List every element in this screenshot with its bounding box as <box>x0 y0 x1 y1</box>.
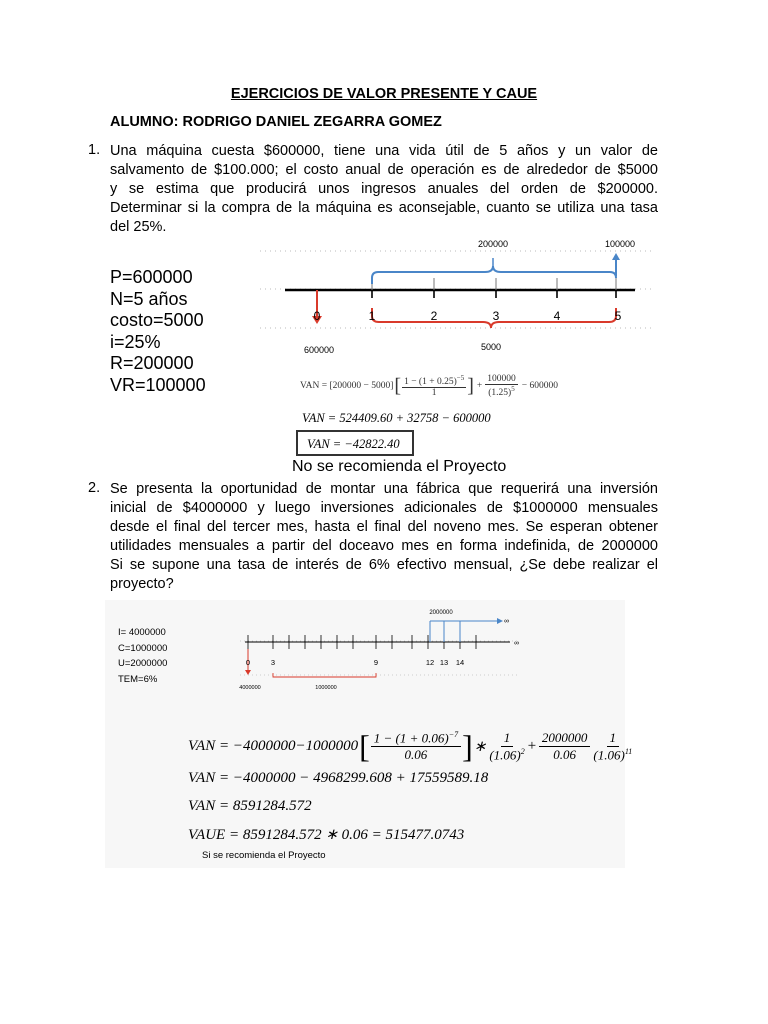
eq-lhs: VAN = [200000 − 5000] <box>300 381 394 392</box>
problem-2-text <box>110 480 658 594</box>
problem-1-line: del 25%. <box>110 219 167 235</box>
investment-arrowhead <box>245 670 251 675</box>
eq-fraction-2: 1 $(1.06)^2$ <box>489 729 525 763</box>
tick-label: 0 <box>313 309 321 323</box>
problem-2-conclusion: Si se recomienda el Proyecto <box>202 850 326 861</box>
tick-label: 13 <box>439 658 449 667</box>
eq-frac-den: 1 <box>431 388 437 399</box>
eq-fraction: $1 - (1 + 0.06)^{-7}$ 0.06 <box>371 730 461 763</box>
cost-label: 5000 <box>480 342 502 352</box>
problem-1-cashflow-diagram <box>255 236 660 360</box>
tick-label: 0 <box>245 658 251 667</box>
tick-label: 2 <box>430 309 438 323</box>
given-i: I= 4000000 <box>118 627 166 638</box>
tick-label: 3 <box>492 309 500 323</box>
given-p: P=600000 <box>110 267 193 287</box>
problem-2-line: desde el final del tercer mes, hasta el final del noveno mes. Se esperan obtener <box>110 519 658 535</box>
infinity-label: ∞ <box>514 640 519 647</box>
income-label: 2000000 <box>429 610 453 616</box>
given-tem: TEM=6% <box>118 673 158 685</box>
infinity-label: ∞ <box>504 618 509 625</box>
eq-fraction: $1 - (1 + 0.25)^{-5}$ 1 <box>404 374 465 399</box>
problem-1-line: y se estima que producirá unos ingresos anuales del orden de $200000. <box>110 181 658 197</box>
income-label: 200000 <box>477 239 509 249</box>
problem-2-line: Si se supone una tasa de interés de 6% efectivo mensual, ¿Se debe realizar el <box>110 557 658 573</box>
given-r: R=200000 <box>110 353 194 373</box>
problem-1-line: Determinar si la compra de la máquina es aconsejable, cuanto se utiliza una tasa <box>110 200 658 216</box>
income-arrowhead <box>497 618 503 624</box>
problem-1-result-box <box>296 430 414 456</box>
cost-label: 1000000 <box>315 685 337 691</box>
given-vr: VR=100000 <box>110 374 206 395</box>
income-brace <box>372 266 616 284</box>
problem-1-line: salvamento de $100.000; el costo anual de operación es de alrededor de $5000 <box>110 162 658 178</box>
investment-label: 4000000 <box>239 685 261 691</box>
problem-2-line: Se presenta la oportunidad de montar una fábrica que requerirá una inversión <box>110 481 658 497</box>
problem-2-equation-4: VAUE = 8591284.572 ∗ 0.06 = 515477.0743 <box>188 827 465 843</box>
problem-1-number: 1. <box>88 142 101 158</box>
tick-label: 5 <box>614 309 622 323</box>
given-cost: costo=5000 <box>110 310 204 330</box>
problem-2-given <box>118 625 167 687</box>
eq-fraction-2: $\frac{100000}{(1.25)^5}$ <box>487 374 516 399</box>
tick-label: 14 <box>455 658 465 667</box>
problem-2-equation-3: VAN = 8591284.572 <box>188 798 312 814</box>
eq-frac-num: 1 − (1 + 0.25) <box>404 377 457 388</box>
eq-fraction-3: $\frac{2000000}{0.06}$ <box>539 730 591 763</box>
tick-label: 4 <box>553 309 561 323</box>
eq-fraction-4: 1 $(1.06)^{11}$ <box>593 729 633 763</box>
problem-1-text <box>110 142 658 237</box>
problem-2-line: proyecto? <box>110 576 174 592</box>
tick-label: 12 <box>425 658 435 667</box>
tick-label: 3 <box>270 658 276 667</box>
salvage-label: 100000 <box>604 239 636 249</box>
tick-label: 1 <box>368 309 376 323</box>
problem-1-equation-1: VAN = [200000 − 5000] [ $1 - (1 + 0.25)^{-5}$ 1 ] + $\frac{100000}{(1.25)^5}$ − 600000 <box>300 374 558 399</box>
problem-2-equation-1: VAN = −4000000−1000000 [ $1 - (1 + 0.06)^{-7}$ 0.06 ] ∗ 1 $(1.06)^2$ + $\frac{2000000}{0.06}$ 1 $(1.06)^{11}$ <box>188 728 633 764</box>
given-c: C=1000000 <box>118 642 168 654</box>
student-name: ALUMNO: RODRIGO DANIEL ZEGARRA GOMEZ <box>110 114 442 130</box>
given-n: N=5 años <box>110 288 188 309</box>
problem-1-given <box>110 267 206 396</box>
tick-label: 9 <box>373 658 379 667</box>
problem-2-cashflow-diagram <box>225 605 525 695</box>
salvage-arrowhead <box>612 253 620 260</box>
problem-2-line: utilidades mensuales a partir del doceavo mes en forma indefinida, de 2000000 <box>110 538 658 554</box>
problem-1-result: VAN = −42822.40 <box>307 437 400 451</box>
given-rate: i=25% <box>110 331 161 352</box>
investment-label: 600000 <box>303 345 335 355</box>
problem-1-conclusion: No se recomienda el Proyecto <box>292 458 507 475</box>
given-u: U=2000000 <box>118 658 168 669</box>
problem-2-equation-2: VAN = −4000000 − 4968299.608 + 17559589.18 <box>188 770 489 786</box>
eq-lhs: VAN = −4000000−1000000 <box>188 738 359 754</box>
problem-1-equation-2: VAN = 524409.60 + 32758 − 600000 <box>302 411 491 425</box>
problem-2-number: 2. <box>88 480 101 496</box>
problem-2-line: inicial de $4000000 y luego inversiones adicionales de $1000000 mensuales <box>110 500 658 516</box>
problem-1-line: Una máquina cuesta $600000, tiene una vida útil de 5 años y un valor de <box>110 143 658 159</box>
page-title: EJERCICIOS DE VALOR PRESENTE Y CAUE <box>230 86 538 102</box>
